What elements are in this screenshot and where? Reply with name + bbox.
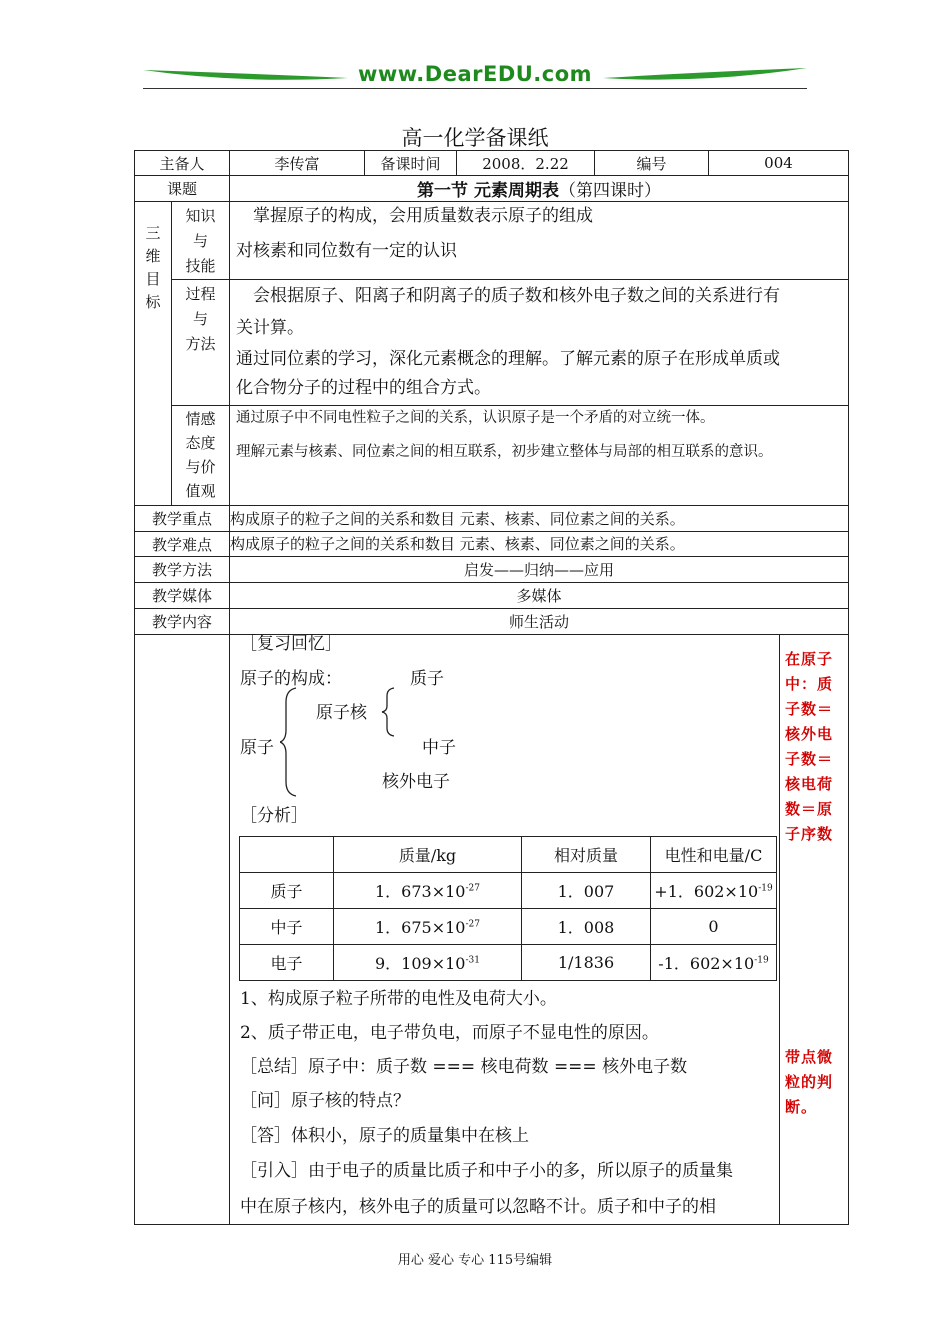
- side-note-charged-particles: [785, 1045, 845, 1120]
- process-label-line: 与: [192, 310, 208, 328]
- header-divider: [143, 88, 807, 89]
- mass-base: 1．673×10: [375, 882, 466, 901]
- particle-mass: [334, 909, 522, 945]
- key-point-text: 构成原子的粒子之间的关系和数目 元素、核素、同位素之间的关系。: [230, 506, 849, 532]
- knowledge-label-line: 与: [192, 232, 208, 250]
- side-note-atom-relation: [785, 647, 845, 847]
- emotion-text: [230, 406, 849, 506]
- particle-name: 中子: [240, 909, 334, 945]
- mass-base: 1．675×10: [375, 918, 466, 937]
- preparer-value: 李传富: [230, 151, 365, 176]
- process-line: 化合物分子的过程中的组合方式。: [236, 378, 491, 398]
- goals-side-char: 维: [145, 247, 161, 265]
- note-line: 核外电: [785, 725, 834, 743]
- neutron-label: 中子: [422, 738, 456, 758]
- proton-label: 质子: [410, 669, 444, 689]
- process-label-line: 过程: [185, 285, 216, 303]
- topic-title-rest: （第四课时）: [558, 181, 661, 201]
- page-title: 高一化学备课纸: [401, 126, 549, 150]
- structure-label: 原子的构成：: [240, 669, 342, 689]
- knowledge-text: [230, 202, 849, 280]
- charge-exponent: -19: [754, 955, 769, 966]
- topic-label: 课题: [135, 176, 230, 202]
- mass-exponent: -31: [465, 955, 480, 966]
- particle-charge: [651, 945, 777, 981]
- particle-relative-mass: 1/1836: [522, 945, 651, 981]
- number-value: 004: [709, 151, 849, 176]
- media-label: 教学媒体: [135, 583, 230, 609]
- topic-title: [230, 176, 849, 202]
- time-label: 备课时间: [365, 151, 457, 176]
- goals-side-char: 目: [145, 270, 161, 288]
- process-line: 会根据原子、阳离子和阴离子的质子数和核外电子数之间的关系进行有: [236, 286, 780, 306]
- goals-side-label: [135, 202, 172, 506]
- particle-charge: [651, 909, 777, 945]
- difficulty-text: 构成原子的粒子之间的关系和数目 元素、核素、同位素之间的关系。: [230, 532, 849, 557]
- key-point-label: 教学重点: [135, 506, 230, 532]
- note-line: 粒的判: [785, 1073, 834, 1091]
- note-line: 子序数: [785, 825, 834, 843]
- emotion-line: 通过原子中不同电性粒子之间的关系，认识原子是一个矛盾的对立统一体。: [236, 410, 715, 426]
- atom-label: 原子: [240, 738, 274, 758]
- difficulty-label: 教学难点: [135, 532, 230, 557]
- particle-mass: [334, 945, 522, 981]
- emotion-label-line: 与价: [185, 458, 216, 476]
- preparer-label: 主备人: [135, 151, 230, 176]
- charge-base: +1．602×10: [654, 882, 759, 901]
- note-line: 中：质: [785, 675, 834, 693]
- number-label: 编号: [595, 151, 709, 176]
- knowledge-label-line: 知识: [185, 207, 216, 225]
- emotion-label: [172, 406, 230, 506]
- nucleus-brace-icon: [380, 686, 396, 738]
- goals-side-char: 标: [145, 293, 161, 311]
- table-row: [240, 873, 777, 909]
- content-line: 中在原子核内，核外电子的质量可以忽略不计。质子和中子的相: [240, 1197, 716, 1217]
- content-line: ［引入］由于电子的质量比质子和中子小的多，所以原子的质量集: [240, 1161, 733, 1181]
- content-left-blank: [135, 635, 230, 1225]
- goals-side-char: 三: [145, 224, 161, 242]
- nucleus-label: 原子核: [316, 703, 367, 723]
- particle-name: 电子: [240, 945, 334, 981]
- content-label: 教学内容: [135, 609, 230, 635]
- process-label: [172, 280, 230, 406]
- particle-table-header: 质量/kg: [334, 837, 522, 873]
- note-line: 核电荷: [785, 775, 834, 793]
- particle-mass: [334, 873, 522, 909]
- activity-label: 师生活动: [230, 609, 849, 635]
- particle-name: 质子: [240, 873, 334, 909]
- note-line: 子数＝: [785, 750, 834, 768]
- charge-exponent: -19: [758, 883, 773, 894]
- knowledge-line: 掌握原子的构成，会用质量数表示原子的组成: [236, 206, 593, 226]
- content-line: ［答］体积小，原子的质量集中在核上: [240, 1126, 529, 1146]
- knowledge-line: 对核素和同位数有一定的认识: [236, 241, 457, 261]
- process-line: 通过同位素的学习，深化元素概念的理解。了解元素的原子在形成单质或: [236, 349, 780, 369]
- emotion-label-line: 值观: [185, 482, 216, 500]
- content-line: ［问］原子核的特点？: [240, 1091, 410, 1111]
- time-value: 2008．2.22: [457, 151, 595, 176]
- particle-charge: [651, 873, 777, 909]
- review-heading: ［复习回忆］: [240, 634, 342, 654]
- content-line: ［总结］原子中：质子数 === 核电荷数 === 核外电子数: [240, 1057, 688, 1077]
- topic-title-bold: 第一节 元素周期表: [417, 181, 559, 201]
- method-label: 教学方法: [135, 557, 230, 583]
- atom-brace-icon: [280, 686, 300, 798]
- knowledge-label-line: 技能: [185, 257, 216, 275]
- electron-outer-label: 核外电子: [382, 772, 450, 792]
- emotion-label-line: 态度: [185, 434, 216, 452]
- particle-table: [239, 836, 777, 981]
- page-footer: 用心 爱心 专心 115号编辑: [397, 1253, 553, 1268]
- process-line: 关计算。: [236, 318, 304, 338]
- particle-table-header: [240, 837, 334, 873]
- knowledge-label: [172, 202, 230, 280]
- note-line: 带点微: [785, 1048, 834, 1066]
- particle-relative-mass: 1．007: [522, 873, 651, 909]
- analysis-heading: ［分析］: [240, 806, 308, 826]
- process-label-line: 方法: [185, 335, 216, 353]
- charge-base: 0: [708, 917, 719, 936]
- note-line: 在原子: [785, 650, 834, 668]
- site-logo[interactable]: www.DearEDU.com: [357, 62, 593, 86]
- note-line: 子数＝: [785, 700, 834, 718]
- note-line: 断。: [785, 1098, 818, 1116]
- table-row: [240, 909, 777, 945]
- mass-base: 9．109×10: [375, 954, 466, 973]
- method-text: 启发——归纳——应用: [230, 557, 849, 583]
- charge-base: -1．602×10: [658, 954, 755, 973]
- particle-table-header: 相对质量: [522, 837, 651, 873]
- particle-relative-mass: 1．008: [522, 909, 651, 945]
- particle-table-header: 电性和电量/C: [651, 837, 777, 873]
- table-row: [240, 945, 777, 981]
- process-text: [230, 280, 849, 406]
- media-text: 多媒体: [230, 583, 849, 609]
- emotion-line: 理解元素与核素、同位素之间的相互联系，初步建立整体与局部的相互联系的意识。: [236, 444, 773, 460]
- note-line: 数＝原: [785, 800, 834, 818]
- content-line: 2、质子带正电，电子带负电，而原子不显电性的原因。: [240, 1023, 659, 1043]
- emotion-label-line: 情感: [185, 410, 216, 428]
- content-line: 1、构成原子粒子所带的电性及电荷大小。: [240, 989, 557, 1009]
- mass-exponent: -27: [465, 883, 480, 894]
- mass-exponent: -27: [465, 919, 480, 930]
